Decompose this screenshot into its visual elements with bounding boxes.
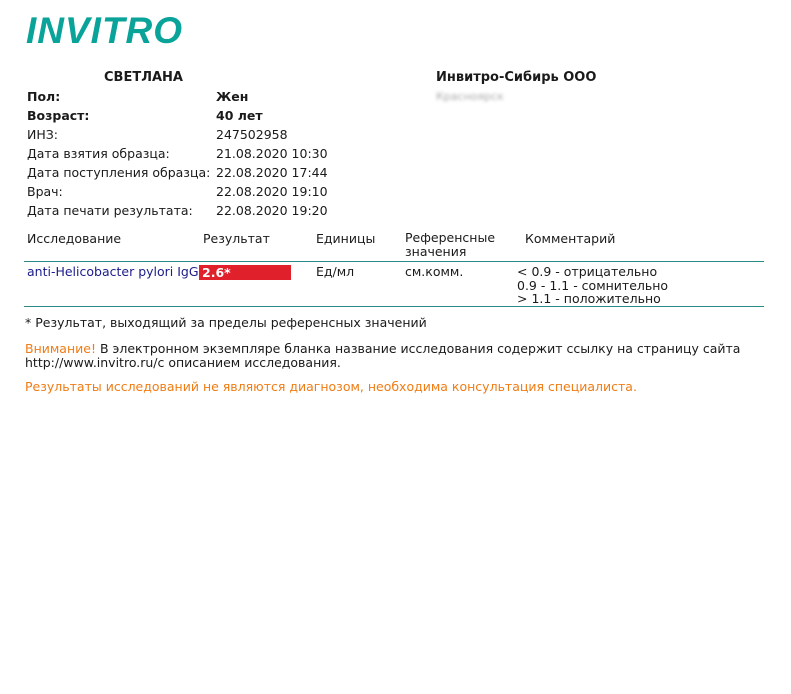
comment-line-3: > 1.1 - положительно — [517, 291, 661, 306]
warning-line — [25, 341, 740, 356]
age-label: Возраст: — [27, 108, 90, 123]
header-test: Исследование — [27, 231, 122, 246]
out-of-range-note: * Результат, выходящий за пределы референсных значений — [25, 315, 427, 330]
units-value: Ед/мл — [316, 264, 355, 279]
warning-text: В электронном экземпляре бланка название исследования содержит ссылку на страницу сайта — [95, 341, 741, 356]
print-date-value: 22.08.2020 19:20 — [216, 203, 328, 218]
inz-value: 247502958 — [216, 127, 288, 142]
warning-label: Внимание! — [25, 341, 96, 356]
patient-name: СВЕТЛАНА — [104, 70, 183, 85]
sample-date-label: Дата взятия образца: — [27, 146, 170, 161]
sample-date-value: 21.08.2020 10:30 — [216, 146, 328, 161]
table-bottom-divider — [24, 306, 764, 307]
reference-value: см.комм. — [405, 264, 464, 279]
disclaimer: Результаты исследований не являются диагнозом, необходима консультация специалиста. — [25, 379, 637, 394]
invitro-logo: INVITRO — [26, 10, 184, 51]
result-flag: 2.6* — [199, 265, 291, 280]
warning-link-line[interactable]: http://www.invitro.ru/с описанием исследования. — [25, 355, 341, 370]
test-name-link[interactable]: anti-Helicobacter pylori IgG — [27, 264, 199, 279]
header-comment: Комментарий — [525, 231, 616, 246]
doctor-label: Врач: — [27, 184, 63, 199]
received-date-value: 22.08.2020 17:44 — [216, 165, 328, 180]
header-result: Результат — [203, 231, 270, 246]
inz-label: ИНЗ: — [27, 127, 58, 142]
received-date-label: Дата поступления образца: — [27, 165, 211, 180]
comment-line-2: 0.9 - 1.1 - сомнительно — [517, 277, 669, 293]
sex-value: Жен — [216, 89, 249, 104]
lab-address-redacted: Красноярск — [436, 90, 504, 103]
lab-name: Инвитро-Сибирь ООО — [436, 70, 597, 85]
print-date-label: Дата печати результата: — [27, 203, 193, 218]
sex-label: Пол: — [27, 89, 61, 104]
header-reference: Референсные значения — [405, 230, 496, 259]
table-top-divider — [24, 261, 764, 262]
age-value: 40 лет — [216, 108, 263, 123]
header-units: Единицы — [316, 231, 376, 246]
doctor-value: 22.08.2020 19:10 — [216, 184, 328, 199]
comment-line-1: < 0.9 - отрицательно — [517, 264, 658, 279]
